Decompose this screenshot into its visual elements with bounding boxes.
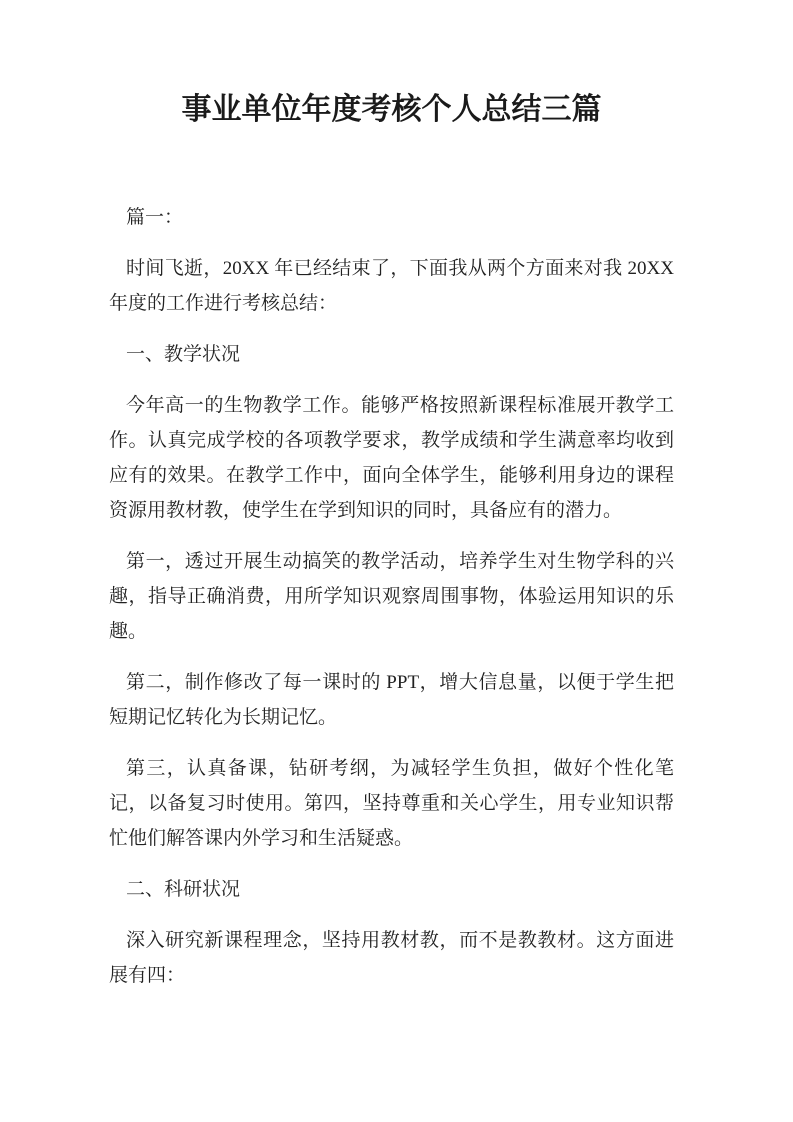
paragraph-heading-pian1: 篇一：	[126, 207, 184, 228]
paragraph-teaching-overview: 今年高一的生物教学工作。能够严格按照新课程标准展开教学工作。认真完成学校的各项教学要求，教学成绩和学生满意率均收到应有的效果。在教学工作中，面向全体学生，能够利用身边的课程资源用教材教，使学生在学到知识的同时，具备应有的潜力。	[109, 395, 674, 521]
paragraph-section-heading-teaching: 一、教学状况	[126, 344, 241, 365]
paragraph-point-one: 第一，透过开展生动搞笑的教学活动，培养学生对生物学科的兴趣，指导正确消费，用所学知识观察周围事物，体验运用知识的乐趣。	[109, 551, 674, 642]
paragraph-point-three-four: 第三，认真备课，钻研考纲，为减轻学生负担，做好个性化笔记，以备复习时使用。第四，坚持尊重和关心学生，用专业知识帮忙他们解答课内外学习和生活疑惑。	[109, 758, 674, 849]
paragraph-research-intro: 深入研究新课程理念，坚持用教材教，而不是教教材。这方面进展有四：	[109, 930, 674, 986]
paragraph-point-two: 第二，制作修改了每一课时的 PPT，增大信息量，以便于学生把短期记忆转化为长期记忆。	[109, 672, 674, 728]
paragraph-intro: 时间飞逝，20XX 年已经结束了，下面我从两个方面来对我 20XX 年度的工作进行考核总结：	[109, 258, 674, 314]
document-title: 事业单位年度考核个人总结三篇	[181, 93, 602, 126]
paragraph-section-heading-research: 二、科研状况	[126, 879, 241, 900]
